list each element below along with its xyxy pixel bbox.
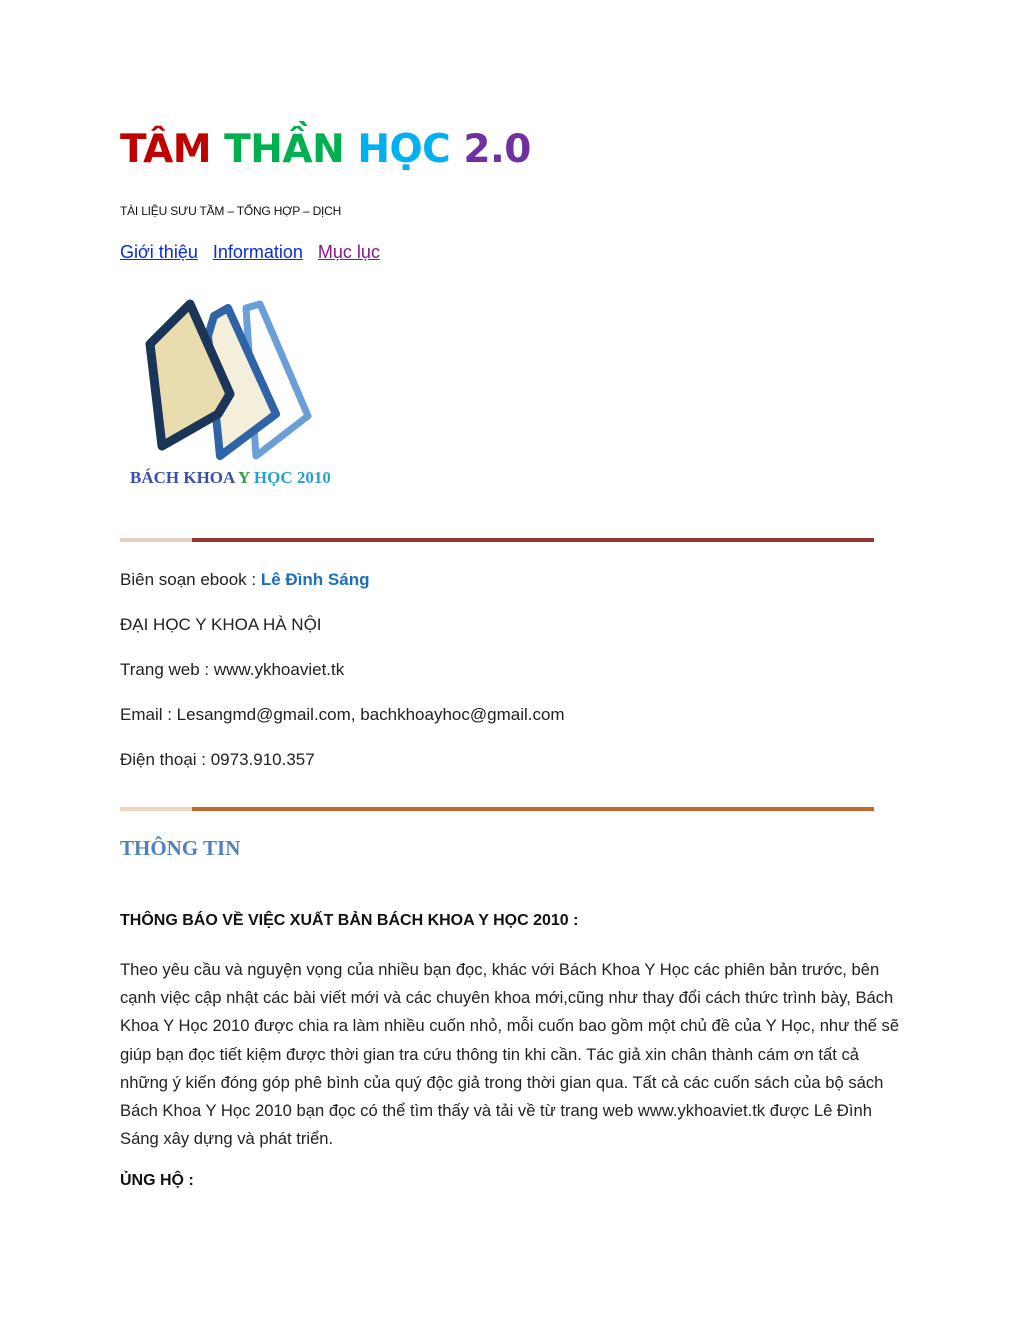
document-subtitle: TÀI LIỆU SƯU TẦM – TỔNG HỢP – DỊCH (120, 204, 342, 218)
divider-top-dark (192, 538, 874, 542)
email-line: Email : Lesangmd@gmail.com, bachkhoayhoc@gmail.com (120, 705, 565, 724)
editor-line (120, 570, 369, 590)
nav-link-muc-luc[interactable]: Mục lục (317, 242, 380, 262)
title-word-version: 2.0 (463, 127, 531, 172)
logo-caption-part3: HỌC 2010 (253, 468, 331, 487)
editor-name: Lê Đình Sáng (260, 570, 370, 589)
document-title (120, 122, 531, 178)
title-word-tam: TÂM (120, 127, 212, 172)
notice-paragraph: Theo yêu cầu và nguyện vọng của nhiều bạn đọc, khác với Bách Khoa Y Học các phiên bản trước, bên cạnh việc cập nhật các bài viết mới và các chuyên khoa mới,cũng như thay đổi cách thức trình bày, Bách Khoa Y Học 2010 được chia ra làm nhiều cuốn nhỏ, mỗi cuốn bao gồm một chủ đề của Y Học, như thế sẽ giúp bạn đọc tiết kiệm được thời gian tra cứu thông tin khi cần. Tác giả xin chân thành cám ơn tất cả những ý kiến đóng góp phê bình của quý độc giả trong thời gian qua. Tất cả các cuốn sách của bộ sách Bách Khoa Y Học 2010 bạn đọc có thể tìm thấy và tải về từ trang web www.ykhoaviet.tk được Lê Đình Sáng xây dựng và phát triển. (120, 960, 900, 1149)
section-heading: THÔNG TIN (120, 836, 241, 860)
title-word-than: THẦN (224, 127, 345, 172)
divider-bottom-light (120, 807, 192, 811)
logo-caption-part1: BÁCH KHOA (130, 468, 235, 487)
phone-line: Điện thoại : 0973.910.357 (120, 750, 315, 769)
support-heading: ỦNG HỘ : (120, 1172, 194, 1189)
notice-heading: THÔNG BÁO VỀ VIỆC XUẤT BẢN BÁCH KHOA Y HỌC 2010 : (120, 912, 579, 929)
editor-label: Biên soạn ebook : (120, 570, 257, 589)
divider-bottom-dark (192, 807, 874, 811)
university-line: ĐẠI HỌC Y KHOA HÀ NỘI (120, 615, 322, 634)
book-stack-icon (128, 296, 328, 496)
divider-top-light (120, 538, 192, 542)
logo-caption-part2: Y (238, 468, 250, 487)
website-line: Trang web : www.ykhoaviet.tk (120, 660, 345, 679)
divider-bottom (120, 807, 874, 811)
logo-caption (130, 468, 331, 488)
title-word-hoc: HỌC (357, 127, 451, 172)
nav-links (120, 242, 390, 263)
nav-link-information[interactable]: Information (212, 242, 303, 262)
nav-link-gioi-thieu[interactable]: Giới thiệu (120, 242, 198, 262)
divider-top (120, 538, 874, 542)
